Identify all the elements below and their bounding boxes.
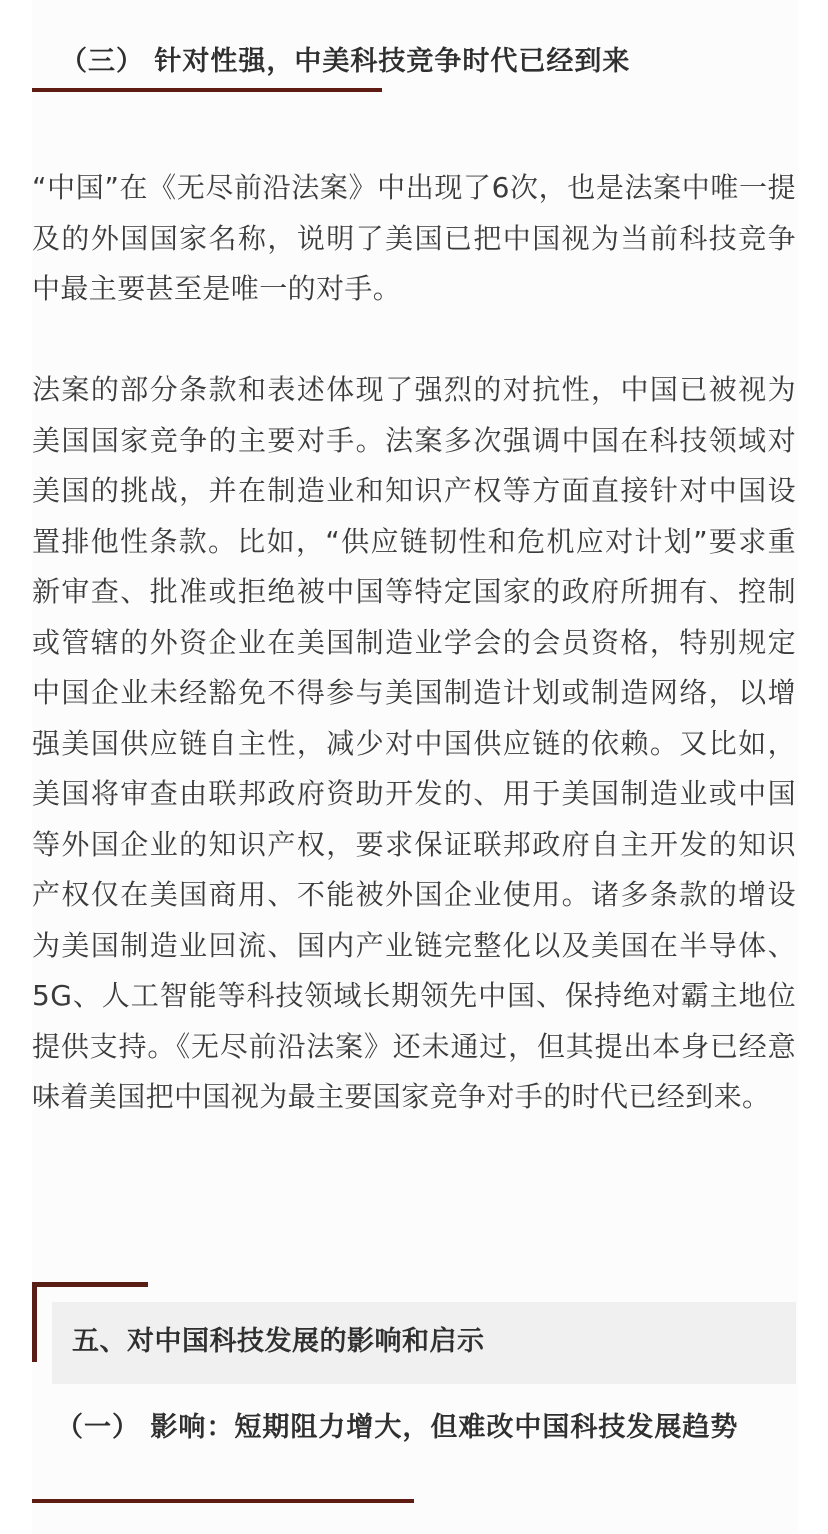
- section-five-title: 五、对中国科技发展的影响和启示: [72, 1326, 485, 1357]
- subheading-three: （三） 针对性强，中美科技竞争时代已经到来: [60, 46, 631, 77]
- subheading-one-underline: [32, 1499, 414, 1503]
- subheading-three-underline: [32, 88, 382, 92]
- subheading-one: （一） 影响：短期阻力增大，但难改中国科技发展趋势: [56, 1412, 739, 1443]
- paragraph-confrontation: 法案的部分条款和表述体现了强烈的对抗性，中国已被视为美国国家竞争的主要对手。法案多次强调中国在科技领域对美国的挑战，并在制造业和知识产权等方面直接针对中国设置排他性条款。比如，“供应链韧性和危机应对计划”要求重新审查、批准或拒绝被中国等特定国家的政府所拥有、控制或管辖的外资企业在美国制造业学会的会员资格，特别规定中国企业未经豁免不得参与美国制造计划或制造网络，以增强美国供应链自主性，减少对中国供应链的依赖。又比如，美国将审查由联邦政府资助开发的、用于美国制造业或中国等外国企业的知识产权，要求保证联邦政府自主开发的知识产权仅在美国商用、不能被外国企业使用。诸多条款的增设为美国制造业回流、国内产业链完整化以及美国在半导体、5G、人工智能等科技领域长期领先中国、保持绝对霸主地位提供支持。《无尽前沿法案》还未通过，但其提出本身已经意味着美国把中国视为最主要国家竞争对手的时代已经到来。: [32, 373, 796, 1113]
- paragraph-china-mentions: “中国”在《无尽前沿法案》中出现了6次，也是法案中唯一提及的外国国家名称，说明了美国已把中国视为当前科技竞争中最主要甚至是唯一的对手。: [32, 171, 796, 305]
